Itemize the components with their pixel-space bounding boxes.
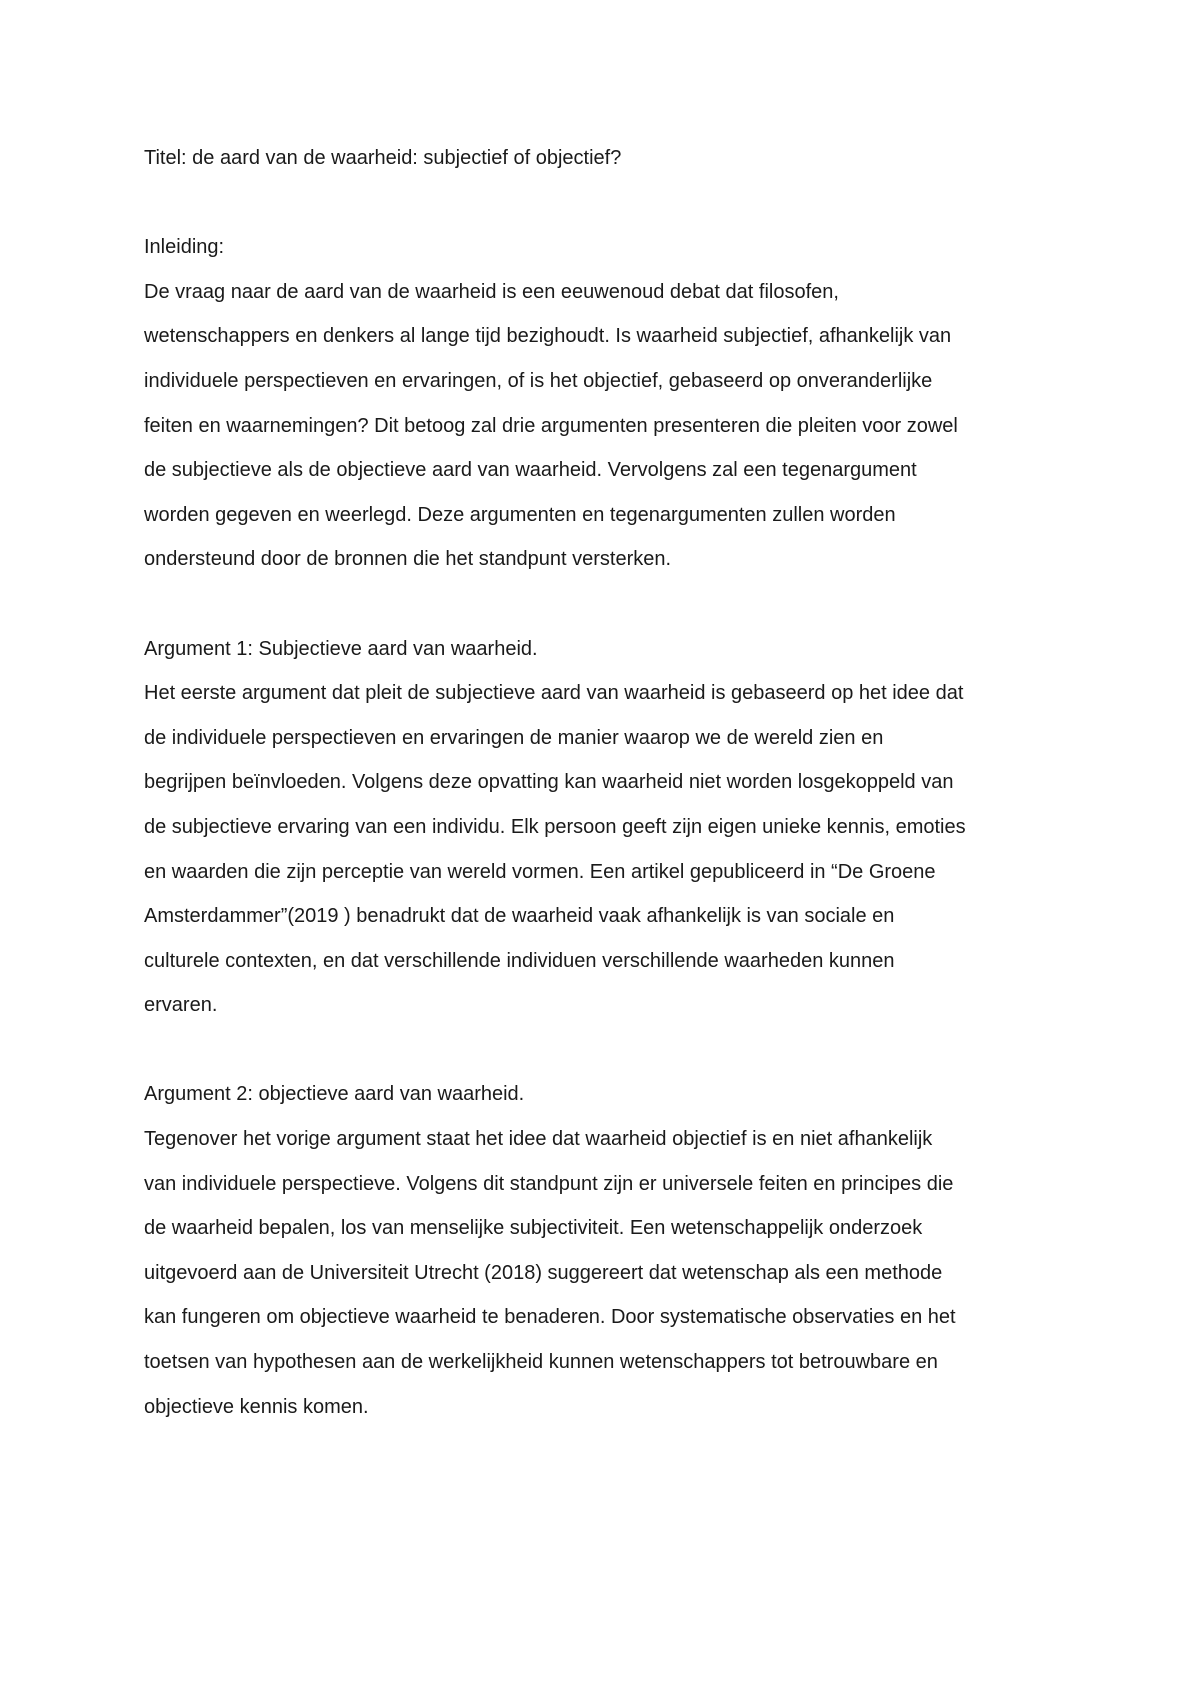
section-argument-1 <box>144 627 1064 1028</box>
paragraph-line: de waarheid bepalen, los van menselijke subjectiviteit. Een wetenschappelijk onderzoek <box>144 1217 923 1240</box>
paragraph-line: de subjectieve als de objectieve aard van waarheid. Vervolgens zal een tegenargument <box>144 459 917 482</box>
paragraph-line: en waarden die zijn perceptie van wereld vormen. Een artikel gepubliceerd in “De Groene <box>144 860 936 883</box>
blank-line <box>144 181 1064 226</box>
paragraph-line: de individuele perspectieven en ervaringen de manier waarop we de wereld zien en <box>144 726 884 749</box>
paragraph-line: feiten en waarnemingen? Dit betoog zal drie argumenten presenteren die pleiten voor zowel <box>144 414 958 437</box>
paragraph-line: kan fungeren om objectieve waarheid te benaderen. Door systematische observaties en het <box>144 1306 956 1329</box>
section-heading: Argument 1: Subjectieve aard van waarheid. <box>144 637 538 660</box>
paragraph-line: wetenschappers en denkers al lange tijd bezighoudt. Is waarheid subjectief, afhankelijk van <box>144 325 952 348</box>
document-body <box>144 136 1064 1429</box>
blank-line <box>144 582 1064 627</box>
document-title: Titel: de aard van de waarheid: subjectief of objectief? <box>144 147 622 169</box>
paragraph-line: ervaren. <box>144 994 218 1017</box>
paragraph-line: begrijpen beïnvloeden. Volgens deze opvatting kan waarheid niet worden losgekoppeld van <box>144 771 954 794</box>
section-argument-2 <box>144 1072 1064 1429</box>
paragraph-line: toetsen van hypothesen aan de werkelijkheid kunnen wetenschappers tot betrouwbare en <box>144 1351 938 1374</box>
paragraph-line: de subjectieve ervaring van een individu. Elk persoon geeft zijn eigen unieke kennis, emoties <box>144 815 966 838</box>
paragraph-line: objectieve kennis komen. <box>144 1395 369 1418</box>
blank-line <box>144 1028 1064 1073</box>
paragraph-line: culturele contexten, en dat verschillende individuen verschillende waarheden kunnen <box>144 949 895 972</box>
paragraph-line: individuele perspectieven en ervaringen, of is het objectief, gebaseerd op onveranderlijke <box>144 369 933 392</box>
paragraph-line: Tegenover het vorige argument staat het idee dat waarheid objectief is en niet afhankelijk <box>144 1128 933 1151</box>
section-introduction <box>144 225 1064 582</box>
paragraph-line: uitgevoerd aan de Universiteit Utrecht (2018) suggereert dat wetenschap als een methode <box>144 1261 943 1284</box>
paragraph-line: worden gegeven en weerlegd. Deze argumenten en tegenargumenten zullen worden <box>144 503 896 526</box>
paragraph-line: Amsterdammer”(2019 ) benadrukt dat de waarheid vaak afhankelijk is van sociale en <box>144 905 895 928</box>
paragraph-line: Het eerste argument dat pleit de subjectieve aard van waarheid is gebaseerd op het idee dat <box>144 682 964 705</box>
paragraph-line: De vraag naar de aard van de waarheid is een eeuwenoud debat dat filosofen, <box>144 280 839 303</box>
paragraph-line: van individuele perspectieve. Volgens dit standpunt zijn er universele feiten en principes die <box>144 1172 954 1195</box>
section-heading: Inleiding: <box>144 236 225 259</box>
section-heading: Argument 2: objectieve aard van waarheid. <box>144 1083 525 1106</box>
paragraph-line: ondersteund door de bronnen die het standpunt versterken. <box>144 548 672 571</box>
